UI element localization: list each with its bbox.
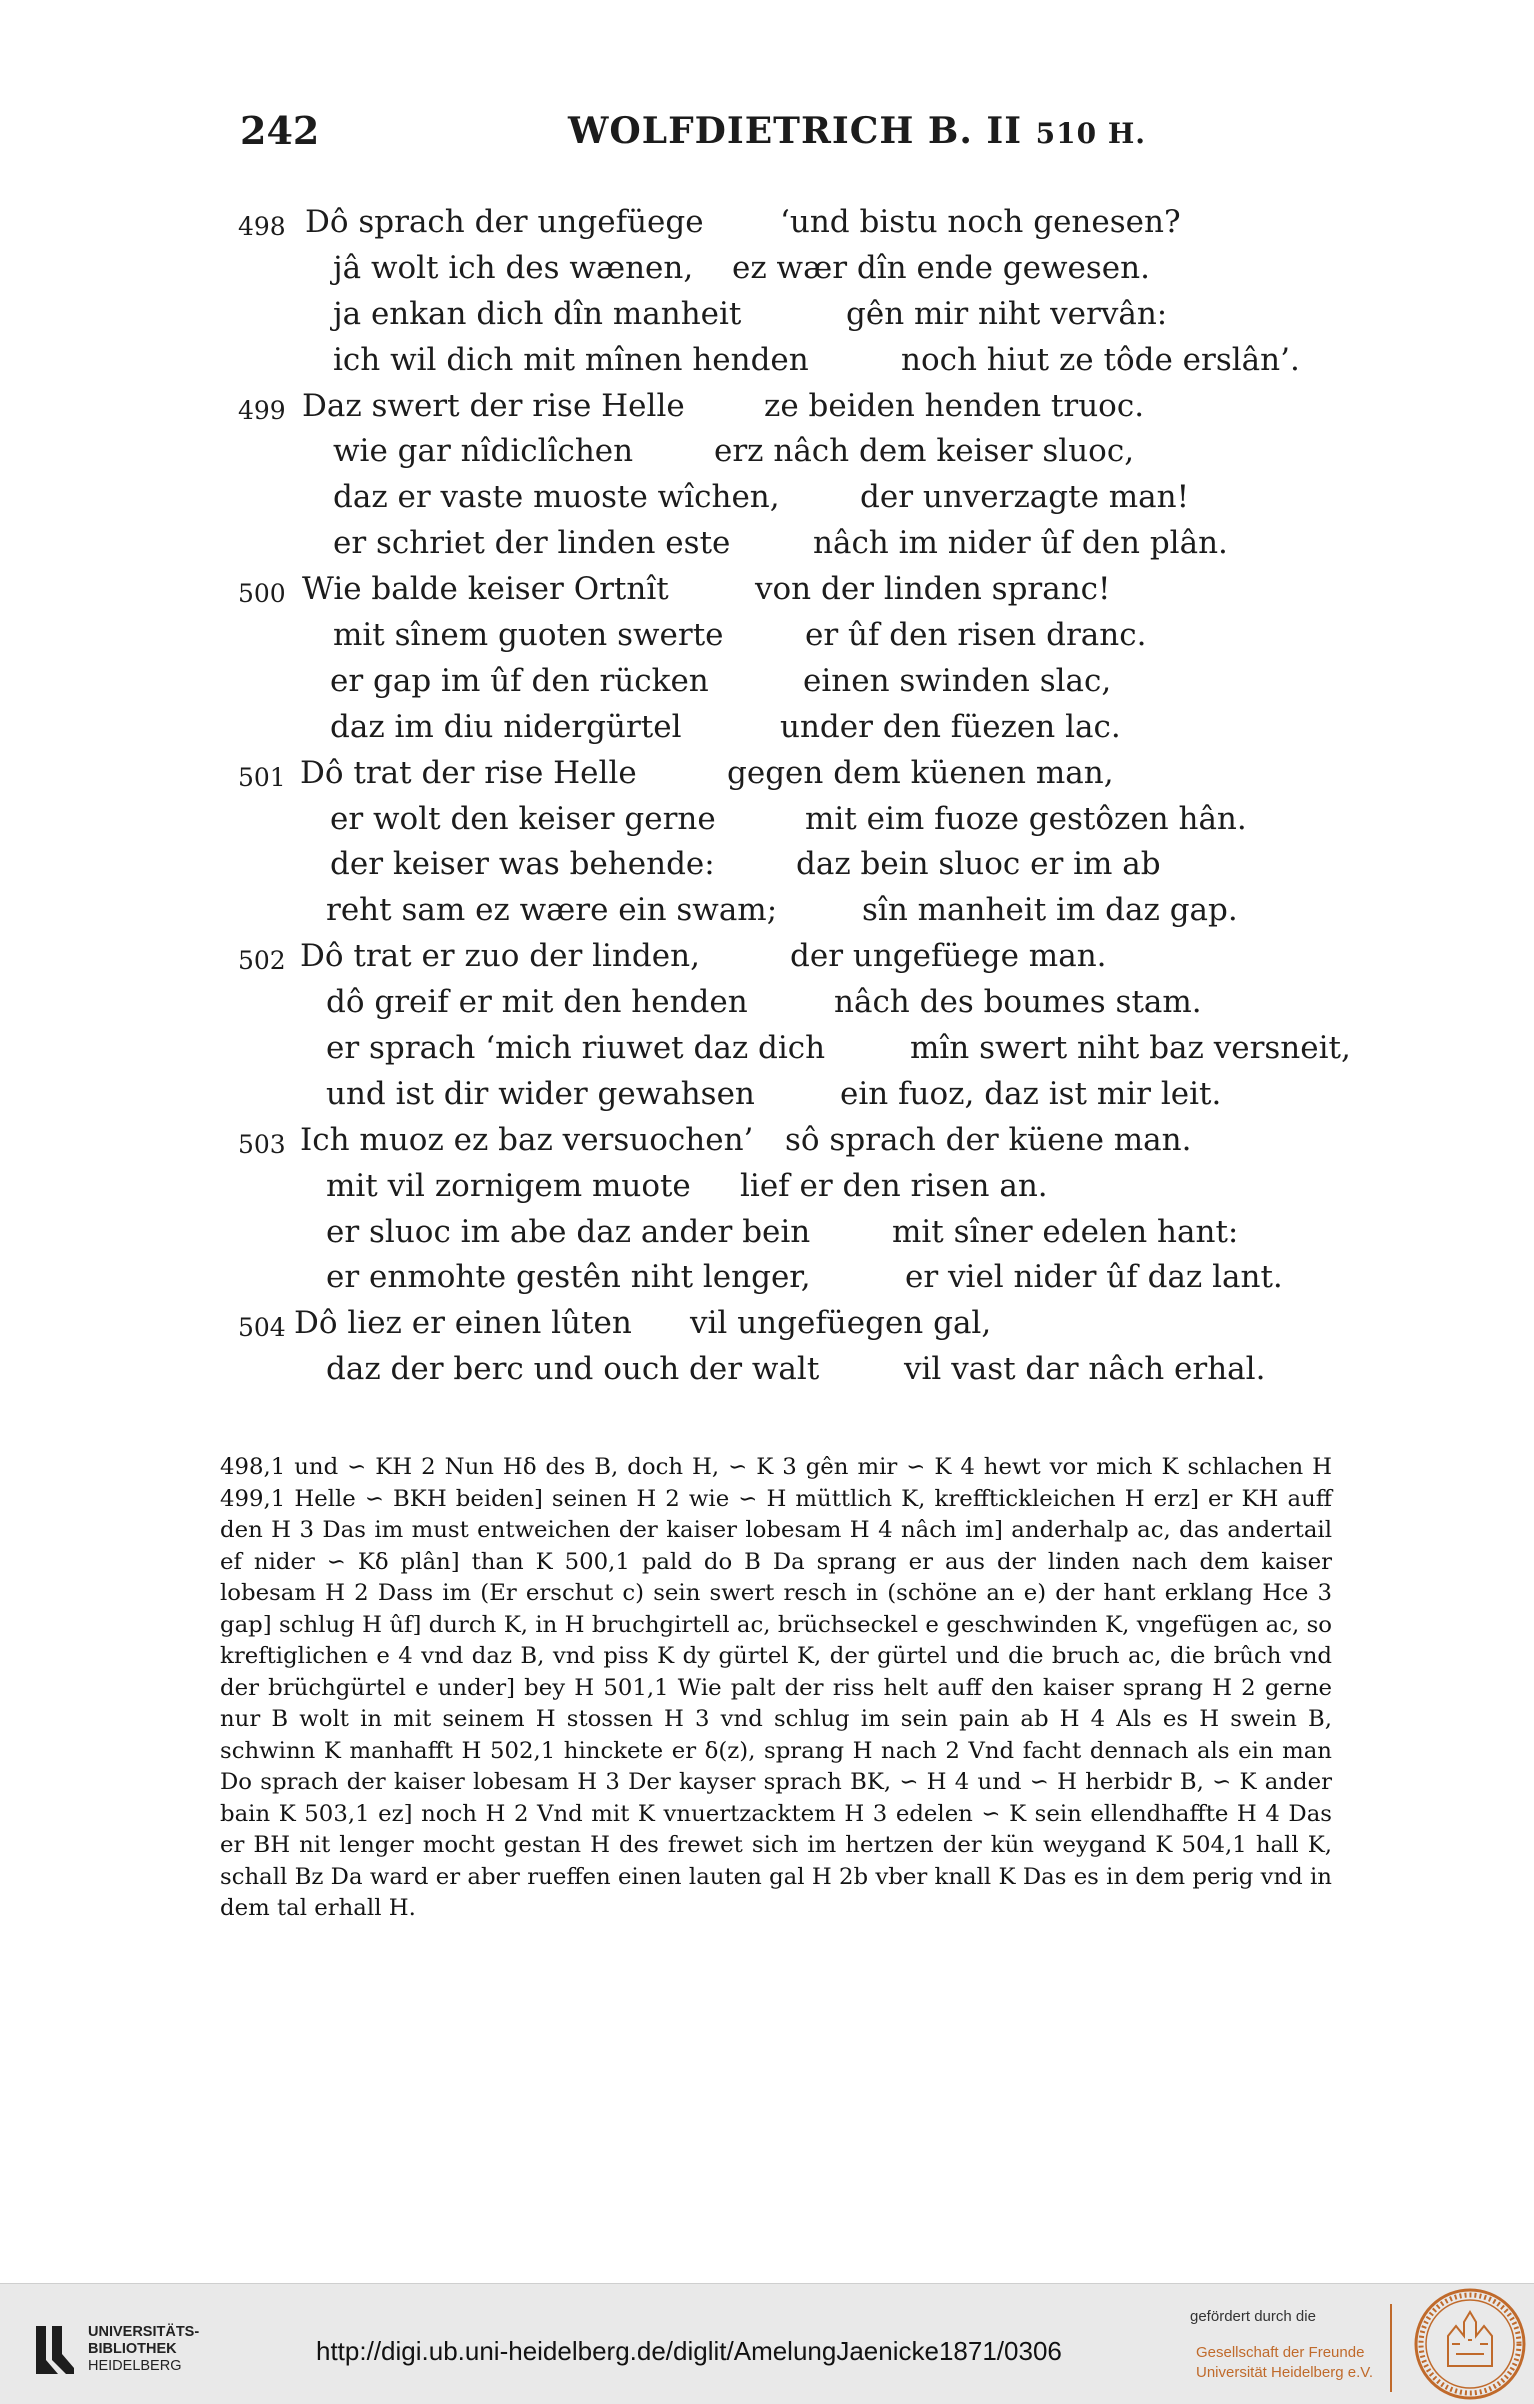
apparatus-text: 498,1 und ∽ KH 2 Nun Hδ des B, doch H, ∽ K 3 gên mir ∽ K 4 hewt vor mich K schlachen H 499,1 Helle ∽ BKH beiden] seinen H 2 wie ∽ H müttlich K, krefftickleichen H erz] er KH auff den H 3 Das im must entweichen der kaiser lobesam H 4 nâch im] anderhalp ac, das andertail ef nider ∽ Kδ plân] than K 500,1 pald do B Da sprang er aus der linden nach dem kaiser lobesam H 2 Dass im (Er erschut c) sein swert resch in (schöne an e) der hant erklang Hce 3 gap] schlug H ûf] durch K, in H bruchgirtell ac, brüchseckel e geschwinden K, vngefügen ac, so kreftiglichen e 4 vnd daz B, vnd piss K dy gürtel K, der gürtel und die bruch ac, die brûch vnd der brüchgürtel e under] bey H 501,1 Wie palt der riss helt auff den kaiser sprang H 2 gerne nur B wolt in mit seinem H stossen H 3 vnd schlug im sein pain ab H 4 Als es H swein B, schwinn K manhafft H 502,1 hinckete er δ(z), sprang H nach 2 Vnd facht dennach als ein man Do sprach der kaiser lobesam H 3 Der kayser sprach BK, ∽ H 4 und ∽ H herbidr B, ∽ K ander bain K 503,1 ez] noch H 2 Vnd mit K vnuertzacktem H 3 edelen ∽ K sein ellendhaffte H 4 Das er BH nit lenger mocht gestan H des frewet sich im hertzen der kün weygand K 504,1 hall K, schall Bz Da ward er aber rueffen einen lauten gal H 2b vber knall K Das es in dem perig vnd in dem tal erhall H. xyxy=(220,1454,1332,1921)
verse-second-half: sîn manheit im daz gap. xyxy=(862,892,1238,929)
verse-first-half: Ich muoz ez baz versuochen’ xyxy=(300,1121,754,1158)
verse-line xyxy=(0,1118,1534,1164)
verse-first-half: Wie balde keiser Ortnît xyxy=(302,571,669,608)
verse-second-half: gegen dem küenen man, xyxy=(727,754,1114,791)
verse-first-half: daz der berc und ouch der walt xyxy=(326,1351,820,1388)
verse-first-half: daz er vaste muoste wîchen, xyxy=(333,479,780,516)
verse-line xyxy=(0,888,1534,934)
verse-first-half: er sprach ‘mich riuwet daz dich xyxy=(326,1030,826,1067)
verse-first-half: wie gar nîdiclîchen xyxy=(333,433,634,470)
verse-first-half: Dô sprach der ungefüege xyxy=(305,204,704,240)
verse-second-half: er viel nider ûf daz lant. xyxy=(905,1259,1283,1296)
verse-line xyxy=(0,567,1534,613)
verse-second-half: der unverzagte man! xyxy=(860,479,1190,516)
verse-second-half: lief er den risen an. xyxy=(740,1167,1048,1204)
verse-line xyxy=(0,751,1534,797)
verse-text xyxy=(0,200,1534,1393)
verse-second-half: ze beiden henden truoc. xyxy=(764,387,1145,424)
library-name xyxy=(88,2324,199,2375)
verse-line xyxy=(0,1026,1534,1072)
library-name-line3: HEIDELBERG xyxy=(88,2358,182,2374)
verse-first-half: er sluoc im abe daz ander bein xyxy=(326,1213,811,1250)
verse-first-half: Dô liez er einen lûten xyxy=(294,1305,632,1342)
permalink-url[interactable]: http://digi.ub.uni-heidelberg.de/diglit/AmelungJaenicke1871/0306 xyxy=(316,2336,1062,2366)
footer-divider xyxy=(1390,2304,1392,2392)
verse-second-half: under den füezen lac. xyxy=(780,708,1121,745)
verse-line xyxy=(0,1347,1534,1393)
verse-second-half: mit sîner edelen hant: xyxy=(892,1213,1239,1250)
library-logo-icon xyxy=(32,2320,78,2380)
verse-first-half: reht sam ez wære ein swam; xyxy=(326,892,778,929)
verse-line xyxy=(0,934,1534,980)
stanza-number: 502 xyxy=(238,946,286,976)
verse-first-half: Dô trat der rise Helle xyxy=(300,754,637,791)
verse-second-half: von der linden spranc! xyxy=(755,571,1111,608)
verse-first-half: er wolt den keiser gerne xyxy=(330,800,716,837)
verse-first-half: jâ wolt ich des wænen, xyxy=(333,249,694,286)
verse-second-half: ez wær dîn ende gewesen. xyxy=(732,249,1150,286)
library-name-line2: BIBLIOTHEK xyxy=(88,2341,177,2357)
verse-first-half: daz im diu nidergürtel xyxy=(330,708,682,745)
verse-first-half: und ist dir wider gewahsen xyxy=(326,1075,755,1112)
verse-second-half: vil vast dar nâch erhal. xyxy=(904,1351,1266,1388)
sponsor-name-line1: Gesellschaft der Freunde xyxy=(1196,2344,1365,2361)
university-seal-icon xyxy=(1412,2286,1528,2402)
verse-line xyxy=(0,1072,1534,1118)
library-name-line1: UNIVERSITÄTS- xyxy=(88,2324,200,2340)
verse-line xyxy=(0,384,1534,430)
verse-second-half: vil ungefüegen gal, xyxy=(690,1305,992,1342)
verse-first-half: der keiser was behende: xyxy=(330,846,715,883)
footer-bar xyxy=(0,2283,1534,2404)
verse-line xyxy=(0,429,1534,475)
verse-second-half: mit eim fuoze gestôzen hân. xyxy=(805,800,1247,837)
page-header xyxy=(0,0,1534,160)
verse-line xyxy=(0,613,1534,659)
verse-line xyxy=(0,1164,1534,1210)
verse-line xyxy=(0,980,1534,1026)
stanza-number: 499 xyxy=(238,395,286,425)
verse-first-half: ja enkan dich dîn manheit xyxy=(333,295,742,332)
verse-first-half: mit vil zornigem muote xyxy=(326,1167,691,1204)
stanza-number: 504 xyxy=(238,1313,286,1343)
verse-second-half: er ûf den risen dranc. xyxy=(805,617,1147,654)
verse-second-half: noch hiut ze tôde erslân’. xyxy=(901,341,1300,378)
verse-second-half: daz bein sluoc er im ab xyxy=(796,846,1161,883)
verse-line xyxy=(0,1301,1534,1347)
verse-line xyxy=(0,521,1534,567)
stanza-number: 501 xyxy=(238,762,286,792)
verse-first-half: Daz swert der rise Helle xyxy=(302,387,685,424)
running-title-text: WOLFDIETRICH B. II xyxy=(568,110,1023,152)
verse-first-half: er enmohte gestên niht lenger, xyxy=(326,1259,811,1296)
running-title-ref: 510 H. xyxy=(1035,117,1147,150)
verse-line xyxy=(0,246,1534,292)
verse-first-half: ich wil dich mit mînen henden xyxy=(333,341,809,378)
sponsor-name-line2: Universität Heidelberg e.V. xyxy=(1196,2364,1374,2381)
verse-line xyxy=(0,1255,1534,1301)
running-title xyxy=(568,110,1146,152)
verse-first-half: er schriet der linden este xyxy=(333,525,731,562)
verse-line xyxy=(0,475,1534,521)
verse-second-half: nâch des boumes stam. xyxy=(834,984,1202,1021)
verse-second-half: erz nâch dem keiser sluoc, xyxy=(714,433,1135,470)
verse-line xyxy=(0,338,1534,384)
verse-second-half: ein fuoz, daz ist mir leit. xyxy=(840,1075,1222,1112)
critical-apparatus xyxy=(220,1452,1332,1925)
verse-line xyxy=(0,842,1534,888)
sponsor-name xyxy=(1196,2343,1373,2383)
sponsor-label: gefördert durch die xyxy=(1190,2308,1316,2325)
verse-first-half: er gap im ûf den rücken xyxy=(330,662,709,699)
verse-second-half: der ungefüege man. xyxy=(790,938,1107,975)
verse-second-half: nâch im nider ûf den plân. xyxy=(813,525,1228,562)
stanza-number: 500 xyxy=(238,579,286,609)
verse-first-half: dô greif er mit den henden xyxy=(326,984,748,1021)
verse-first-half: Dô trat er zuo der linden, xyxy=(300,938,700,975)
verse-second-half: einen swinden slac, xyxy=(803,662,1112,699)
verse-line xyxy=(0,659,1534,705)
verse-second-half: mîn swert niht baz versneit, xyxy=(910,1030,1351,1067)
stanza-number: 498 xyxy=(238,212,286,241)
verse-line xyxy=(0,1210,1534,1256)
verse-line xyxy=(0,797,1534,843)
stanza-number: 503 xyxy=(238,1129,286,1159)
verse-line xyxy=(0,705,1534,751)
verse-first-half: mit sînem guoten swerte xyxy=(333,617,724,654)
verse-line xyxy=(0,200,1534,246)
page-number: 242 xyxy=(240,108,320,153)
verse-second-half: sô sprach der küene man. xyxy=(785,1121,1192,1158)
verse-second-half: ‘und bistu noch genesen? xyxy=(780,204,1181,240)
verse-second-half: gên mir niht vervân: xyxy=(846,295,1168,332)
verse-line xyxy=(0,292,1534,338)
